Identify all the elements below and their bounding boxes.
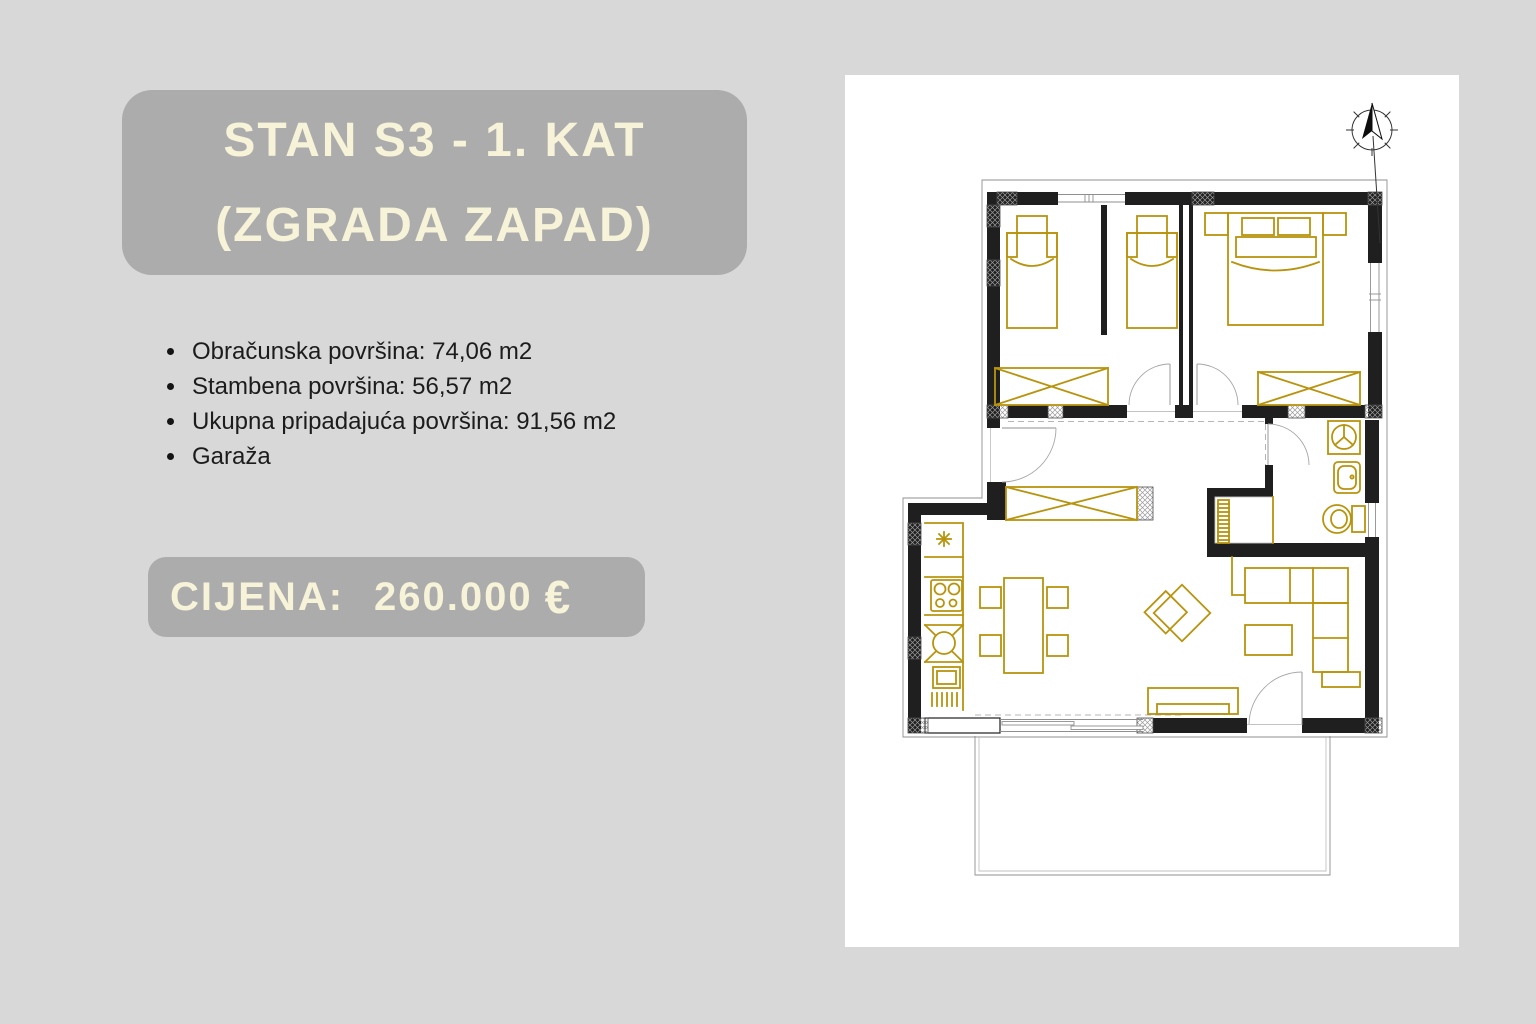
- hatch-blocks: [908, 192, 1382, 733]
- dining-table-icon: [980, 578, 1068, 673]
- floor-plan: [845, 75, 1459, 947]
- price-amount: 260.000: [374, 574, 533, 619]
- title-badge: [122, 90, 747, 275]
- bullet-icon: [167, 383, 174, 390]
- floor-plan-panel: [845, 75, 1459, 947]
- bathroom-window: [1369, 503, 1376, 537]
- top-wall-window: [1058, 195, 1125, 203]
- bullet-icon: [167, 453, 174, 460]
- kitchen-sink-icon: [925, 625, 963, 662]
- tv-bench-icon: [1148, 688, 1238, 714]
- wardrobe-icon: [995, 368, 1108, 405]
- toilet-icon: [1323, 505, 1365, 533]
- master-door-icon: [1193, 364, 1242, 412]
- bedroom-door-icon: [1127, 364, 1175, 412]
- walls: [908, 192, 1382, 733]
- bullet-icon: [167, 418, 174, 425]
- price-label: CIJENA:: [170, 574, 345, 619]
- stove-icon: [931, 580, 962, 611]
- price-badge: [148, 557, 645, 637]
- title-line-1: STAN S3 - 1. KAT: [223, 113, 646, 167]
- washing-machine-icon: [1328, 421, 1360, 454]
- hall-wardrobe-icon: [1006, 487, 1137, 520]
- details-list: [167, 334, 616, 474]
- title-line-2: (ZGRADA ZAPAD): [215, 198, 654, 252]
- entry-door-icon: [991, 428, 1057, 482]
- wardrobe-icon: [1258, 372, 1360, 405]
- euro-icon: €: [544, 571, 573, 623]
- dashed-guides: [975, 422, 1264, 716]
- single-bed-icon: [1127, 216, 1177, 328]
- list-item: [167, 334, 616, 369]
- coffee-table-icon: [1245, 625, 1292, 655]
- single-bed-icon: [1007, 216, 1057, 328]
- balcony-door-icon: [1247, 672, 1302, 725]
- double-bed-icon: [1205, 213, 1346, 325]
- fridge-icon: [937, 532, 951, 546]
- detail-text: Stambena površina: 56,57 m2: [192, 372, 513, 400]
- corner-sofa-icon: [1232, 557, 1360, 687]
- bullet-icon: [167, 348, 174, 355]
- list-item: [167, 439, 616, 474]
- armchair-icon: [1145, 580, 1211, 646]
- kitchen-cabinet-icon: [932, 667, 960, 706]
- bathroom-door-icon: [1266, 424, 1310, 465]
- master-bedroom-window: [1369, 263, 1381, 332]
- radiator-icon: [1218, 500, 1229, 543]
- wall-segment: [925, 718, 1000, 733]
- kitchen-counter-icon: [925, 523, 963, 710]
- list-item: [167, 369, 616, 404]
- detail-text: Ukupna pripadajuća površina: 91,56 m2: [192, 407, 617, 435]
- balcony: [975, 736, 1330, 875]
- detail-text: Obračunska površina: 74,06 m2: [192, 337, 533, 365]
- detail-text: Garaža: [192, 442, 271, 470]
- sliding-balcony-door-icon: [1000, 720, 1143, 732]
- bathroom-sink-icon: [1334, 462, 1360, 493]
- list-item: [167, 404, 616, 439]
